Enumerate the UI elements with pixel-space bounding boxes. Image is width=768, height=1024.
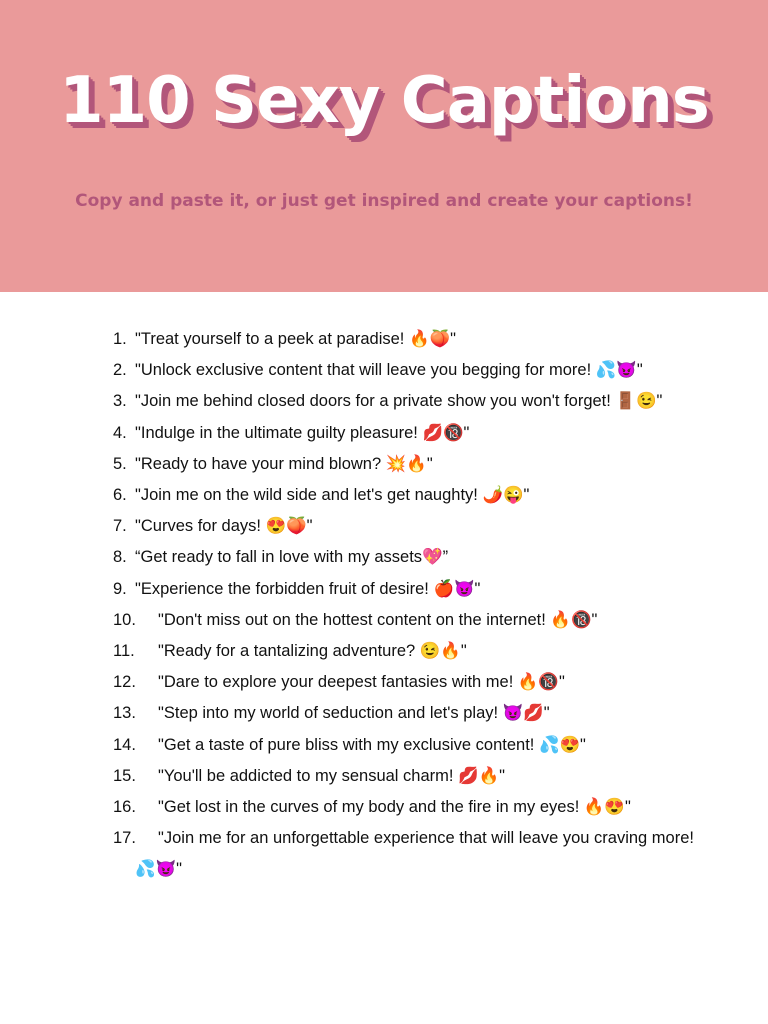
list-item bbox=[0, 605, 768, 636]
list-item-text: "Indulge in the ultimate guilty pleasure! 💋🔞" bbox=[135, 423, 470, 442]
list-item-number: 14. bbox=[113, 735, 136, 754]
list-item-text: "Ready to have your mind blown? 💥🔥" bbox=[135, 454, 433, 473]
list-item-text: "You'll be addicted to my sensual charm! 💋🔥" bbox=[158, 766, 506, 785]
list-item bbox=[0, 386, 768, 417]
list-item bbox=[0, 667, 768, 698]
list-item bbox=[0, 324, 768, 355]
page-subtitle: Copy and paste it, or just get inspired and create your captions! bbox=[75, 191, 693, 211]
list-item-text: "Treat yourself to a peek at paradise! 🔥🍑" bbox=[135, 330, 456, 348]
list-item-text: “Get ready to fall in love with my assets💖” bbox=[135, 548, 449, 567]
list-item-number: 15. bbox=[113, 766, 136, 785]
list-item-text: "Join me behind closed doors for a private show you won't forget! 🚪😉" bbox=[135, 392, 663, 411]
page-title: 110 Sexy Captions bbox=[59, 64, 709, 138]
list-item-number: 9. bbox=[113, 579, 127, 598]
list-item-text: "Unlock exclusive content that will leave you begging for more! 💦😈" bbox=[135, 361, 643, 380]
list-item-text: "Experience the forbidden fruit of desire! 🍎😈" bbox=[135, 579, 481, 598]
list-item-number: 1. bbox=[113, 330, 127, 348]
list-item bbox=[0, 823, 768, 885]
list-item bbox=[0, 355, 768, 386]
list-item-number: 4. bbox=[113, 423, 127, 442]
list-item-text: "Dare to explore your deepest fantasies with me! 🔥🔞" bbox=[158, 673, 565, 692]
list-item-number: 12. bbox=[113, 673, 136, 692]
list-item bbox=[0, 511, 768, 542]
list-item-number: 3. bbox=[113, 392, 127, 411]
list-item-text: "Don't miss out on the hottest content on the internet! 🔥🔞" bbox=[158, 610, 598, 629]
list-item bbox=[0, 418, 768, 449]
list-item-number: 10. bbox=[113, 610, 136, 629]
list-item-number: 6. bbox=[113, 486, 127, 505]
list-item-number: 2. bbox=[113, 361, 127, 380]
header-banner bbox=[0, 0, 768, 292]
list-item bbox=[0, 636, 768, 667]
list-item bbox=[0, 542, 768, 573]
list-item bbox=[0, 792, 768, 823]
list-item bbox=[0, 698, 768, 729]
list-item-number: 5. bbox=[113, 454, 127, 473]
list-item bbox=[0, 480, 768, 511]
list-item bbox=[0, 449, 768, 480]
list-item-text: "Get a taste of pure bliss with my exclusive content! 💦😍" bbox=[158, 735, 586, 754]
list-item-number: 11. bbox=[113, 642, 135, 661]
list-item-text: "Ready for a tantalizing adventure? 😉🔥" bbox=[158, 642, 467, 661]
list-item-text: "Curves for days! 😍🍑" bbox=[135, 517, 313, 536]
list-item-number: 17. bbox=[113, 829, 136, 848]
list-item-number: 16. bbox=[113, 798, 136, 817]
list-item bbox=[0, 761, 768, 792]
list-item-text: "Join me on the wild side and let's get naughty! 🌶️😜" bbox=[135, 486, 530, 505]
list-item bbox=[0, 574, 768, 605]
list-item-text: "Get lost in the curves of my body and the fire in my eyes! 🔥😍" bbox=[158, 798, 631, 817]
list-item bbox=[0, 730, 768, 761]
list-item-number: 8. bbox=[113, 548, 127, 567]
list-item-text: "Step into my world of seduction and let's play! 😈💋" bbox=[158, 704, 550, 723]
list-item-number: 7. bbox=[113, 517, 127, 536]
list-item-text: "Join me for an unforgettable experience that will leave you craving more! 💦😈" bbox=[135, 829, 694, 879]
caption-list bbox=[0, 324, 768, 886]
list-item-number: 13. bbox=[113, 704, 136, 723]
